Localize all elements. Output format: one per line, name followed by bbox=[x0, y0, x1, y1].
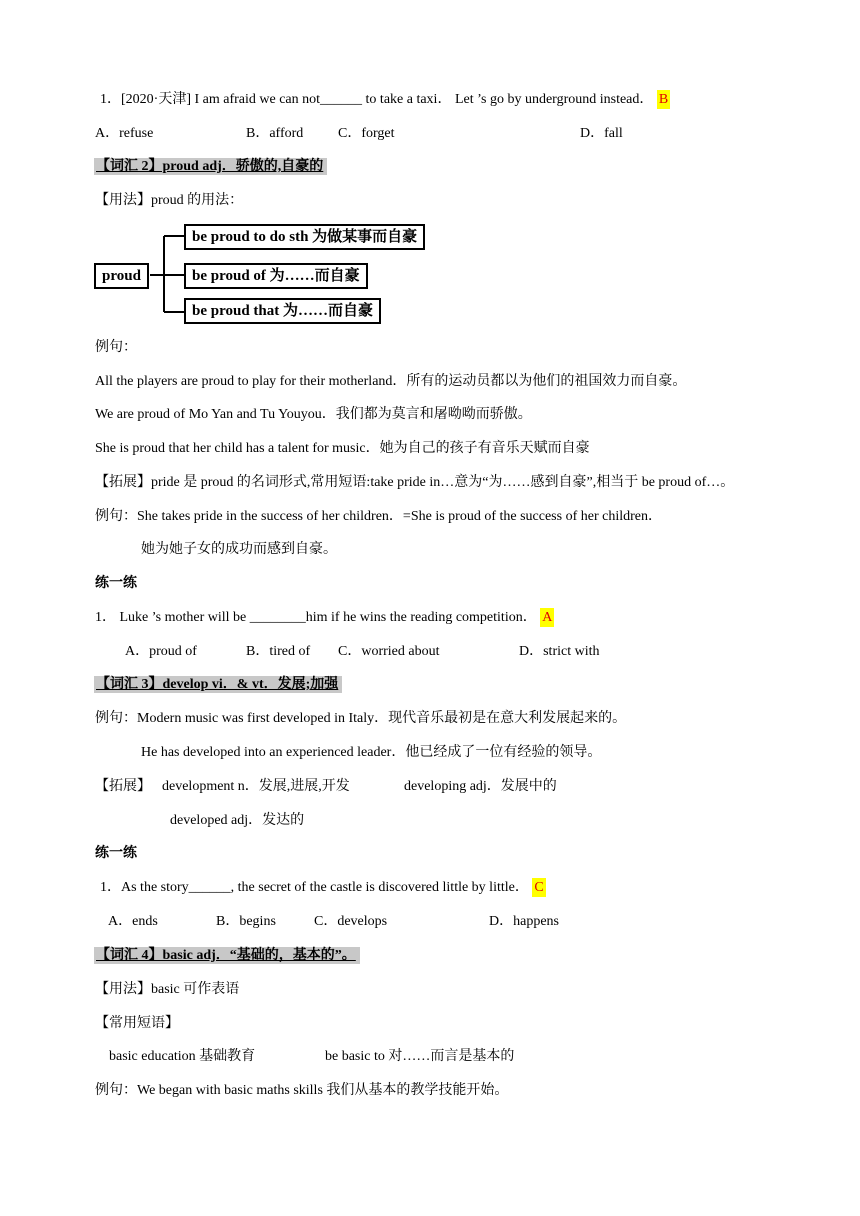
vocab2-extension: 【拓展】pride 是 proud 的名词形式,常用短语:take pride in…意为“为……感到自豪”,相当于 be proud of…。 bbox=[95, 475, 735, 490]
vocab3-practice-option-b: B．begins bbox=[216, 914, 276, 929]
vocab3-practice-option-d: D．happens bbox=[489, 914, 559, 929]
vocab3-ext-item-3: developed adj．发达的 bbox=[170, 813, 305, 828]
vocab3-example-2: He has developed into an experienced leader．他已经成了一位有经验的领导。 bbox=[141, 745, 602, 760]
vocab2-practice-title: 练一练 bbox=[95, 576, 137, 591]
vocab2-usage: 【用法】proud 的用法： bbox=[95, 193, 244, 208]
vocab2-example-1: All the players are proud to play for their motherland．所有的运动员都以为他们的祖国效力而自豪。 bbox=[95, 374, 687, 389]
vocab2-practice-option-b: B．tired of bbox=[246, 644, 311, 659]
vocab3-practice-option-a: A．ends bbox=[108, 914, 158, 929]
q1-stem: 1．[2020·天津] I am afraid we can not______ to take a taxi． Let ’s go by underground instead． bbox=[100, 92, 654, 107]
vocab2-practice-option-a: A．proud of bbox=[125, 644, 197, 659]
vocab2-heading: 【词汇 2】proud adj．骄傲的,自豪的 bbox=[94, 158, 327, 175]
diagram-root: proud bbox=[94, 263, 149, 289]
vocab2-practice-option-c: C．worried about bbox=[338, 644, 440, 659]
vocab3-practice-option-c: C．develops bbox=[314, 914, 388, 929]
q1-option-c: C．forget bbox=[338, 126, 395, 141]
vocab2-example-2: We are proud of Mo Yan and Tu Youyou．我们都为莫言和屠呦呦而骄傲。 bbox=[95, 407, 532, 422]
vocab2-ext-example-cn: 她为她子女的成功而感到自豪。 bbox=[141, 542, 337, 557]
vocab2-ext-example: 例句：She takes pride in the success of her children．=She is proud of the success of her children． bbox=[95, 509, 662, 524]
vocab3-heading: 【词汇 3】develop vi．& vt．发展;加强 bbox=[94, 676, 342, 693]
vocab3-example-1: 例句：Modern music was first developed in Italy．现代音乐最初是在意大利发展起来的。 bbox=[95, 711, 627, 726]
diagram-branch-that: be proud that 为……而自豪 bbox=[184, 298, 381, 324]
vocab2-example-label: 例句： bbox=[95, 340, 137, 355]
vocab2-example-3: She is proud that her child has a talent for music．她为自己的孩子有音乐天赋而自豪 bbox=[95, 441, 590, 456]
vocab2-practice-option-d: D．strict with bbox=[519, 644, 600, 659]
vocab3-ext-item-1: development n．发展,进展,开发 bbox=[162, 779, 350, 794]
vocab4-usage: 【用法】basic 可作表语 bbox=[95, 982, 240, 997]
vocab4-phrase-2: be basic to 对……而言是基本的 bbox=[325, 1049, 515, 1064]
vocab3-ext-item-2: developing adj．发展中的 bbox=[404, 779, 557, 794]
q1-answer: B bbox=[658, 92, 669, 107]
vocab3-practice-title: 练一练 bbox=[95, 846, 137, 861]
vocab4-heading-line bbox=[94, 947, 360, 965]
q1-stem-line bbox=[100, 91, 670, 109]
q1-option-a: A．refuse bbox=[95, 126, 154, 141]
vocab2-practice-stem-line bbox=[95, 609, 554, 627]
vocab3-heading-line bbox=[94, 676, 342, 694]
vocab4-example: 例句：We began with basic maths skills 我们从基本的教学技能开始。 bbox=[95, 1083, 509, 1098]
vocab4-phrases-label: 【常用短语】 bbox=[95, 1016, 179, 1031]
q1-option-b: B．afford bbox=[246, 126, 304, 141]
vocab2-heading-line bbox=[94, 158, 327, 176]
vocab3-practice-answer: C bbox=[534, 880, 544, 895]
vocab3-ext-label: 【拓展】 bbox=[95, 779, 151, 794]
diagram-branch-to-do: be proud to do sth 为做某事而自豪 bbox=[184, 224, 425, 250]
vocab4-phrase-1: basic education 基础教育 bbox=[109, 1049, 256, 1064]
vocab4-heading: 【词汇 4】basic adj．“基础的，基本的”。 bbox=[94, 947, 360, 964]
vocab3-practice-stem: 1．As the story______, the secret of the castle is discovered little by little． bbox=[100, 880, 529, 895]
q1-option-d: D．fall bbox=[580, 126, 623, 141]
vocab3-practice-stem-line bbox=[100, 879, 546, 897]
vocab2-practice-stem: 1． Luke ’s mother will be ________him if he wins the reading competition． bbox=[95, 610, 537, 625]
diagram-branch-of: be proud of 为……而自豪 bbox=[184, 263, 368, 289]
vocab2-practice-answer: A bbox=[542, 610, 553, 625]
